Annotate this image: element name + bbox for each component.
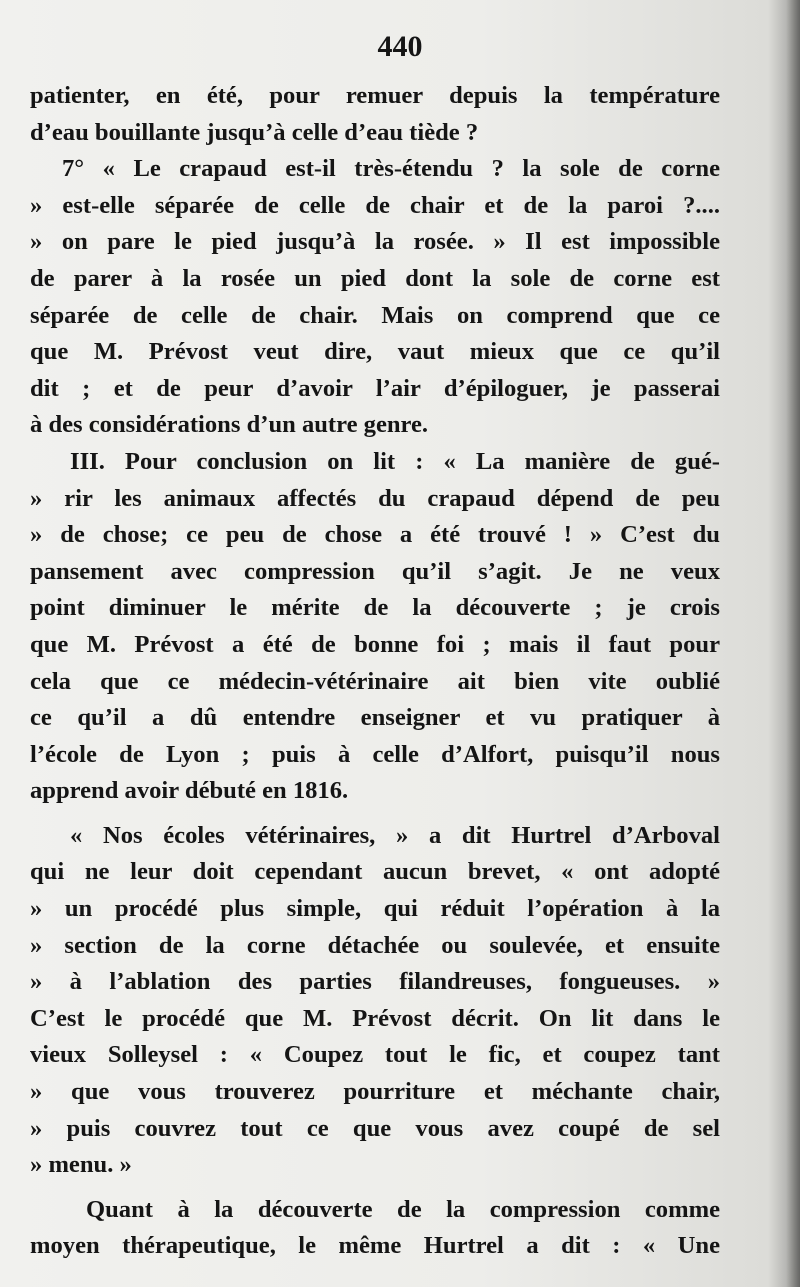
text-line-16: que M. Prévost a été de bonne foi ; mais il faut pour xyxy=(30,630,720,658)
text-line-24: » section de la corne détachée ou soulevée, et ensuite xyxy=(30,931,720,959)
text-line-18: ce qu’il a dû entendre enseigner et vu pratiquer à xyxy=(30,704,720,732)
text-line-8: que M. Prévost veut dire, vaut mieux que ce qu’il xyxy=(30,338,720,366)
text-line-10: à des considérations d’un autre genre. xyxy=(30,411,429,439)
text-line-11: III. Pour conclusion on lit : « La manière de gué- xyxy=(70,447,720,475)
text-line-21: « Nos écoles vétérinaires, » a dit Hurtrel d’Arboval xyxy=(70,821,720,849)
text-line-5: » on pare le pied jusqu’à la rosée. » Il est impossible xyxy=(30,228,720,256)
text-line-31: Quant à la découverte de la compression comme xyxy=(86,1195,720,1223)
text-line-2: d’eau bouillante jusqu’à celle d’eau tiède ? xyxy=(30,118,479,146)
page-number: 440 xyxy=(377,30,423,63)
text-line-12: » rir les animaux affectés du crapaud dépend de peu xyxy=(30,484,720,512)
page-edge-shadow xyxy=(786,0,800,1287)
text-line-6: de parer à la rosée un pied dont la sole de corne est xyxy=(30,264,720,292)
text-line-3: 7° « Le crapaud est-il très-étendu ? la sole de corne xyxy=(62,155,720,183)
paragraph-gap xyxy=(30,1184,720,1192)
body-text xyxy=(30,78,720,1265)
text-line-17: cela que ce médecin-vétérinaire ait bien vite oublié xyxy=(30,667,720,695)
text-line-22: qui ne leur doit cependant aucun brevet, « ont adopté xyxy=(30,858,720,886)
text-line-32: moyen thérapeutique, le même Hurtrel a dit : « Une xyxy=(30,1232,720,1260)
text-line-26: C’est le procédé que M. Prévost décrit. On lit dans le xyxy=(30,1004,720,1032)
text-line-4: » est-elle séparée de celle de chair et de la paroi ?.... xyxy=(30,191,720,219)
text-line-28: » que vous trouverez pourriture et méchante chair, xyxy=(30,1078,720,1106)
text-line-1: patienter, en été, pour remuer depuis la température xyxy=(30,82,720,109)
text-line-20: apprend avoir débuté en 1816. xyxy=(30,777,349,805)
text-line-27: vieux Solleysel : « Coupez tout le fic, et coupez tant xyxy=(30,1041,720,1069)
paragraph-gap xyxy=(30,810,720,818)
text-line-9: dit ; et de peur d’avoir l’air d’épiloguer, je passerai xyxy=(30,374,720,402)
text-line-14: pansement avec compression qu’il s’agit. Je ne veux xyxy=(30,557,720,585)
text-line-29: » puis couvrez tout ce que vous avez coupé de sel xyxy=(30,1114,720,1142)
text-line-23: » un procédé plus simple, qui réduit l’opération à la xyxy=(30,895,720,923)
text-line-19: l’école de Lyon ; puis à celle d’Alfort, puisqu’il nous xyxy=(30,740,720,768)
text-line-25: » à l’ablation des parties filandreuses, fongueuses. » xyxy=(30,968,720,996)
text-line-15: point diminuer le mérite de la découverte ; je crois xyxy=(30,594,720,622)
text-line-13: » de chose; ce peu de chose a été trouvé ! » C’est du xyxy=(30,521,720,549)
text-line-7: séparée de celle de chair. Mais on comprend que ce xyxy=(30,301,720,329)
text-line-30: » menu. » xyxy=(30,1151,132,1179)
